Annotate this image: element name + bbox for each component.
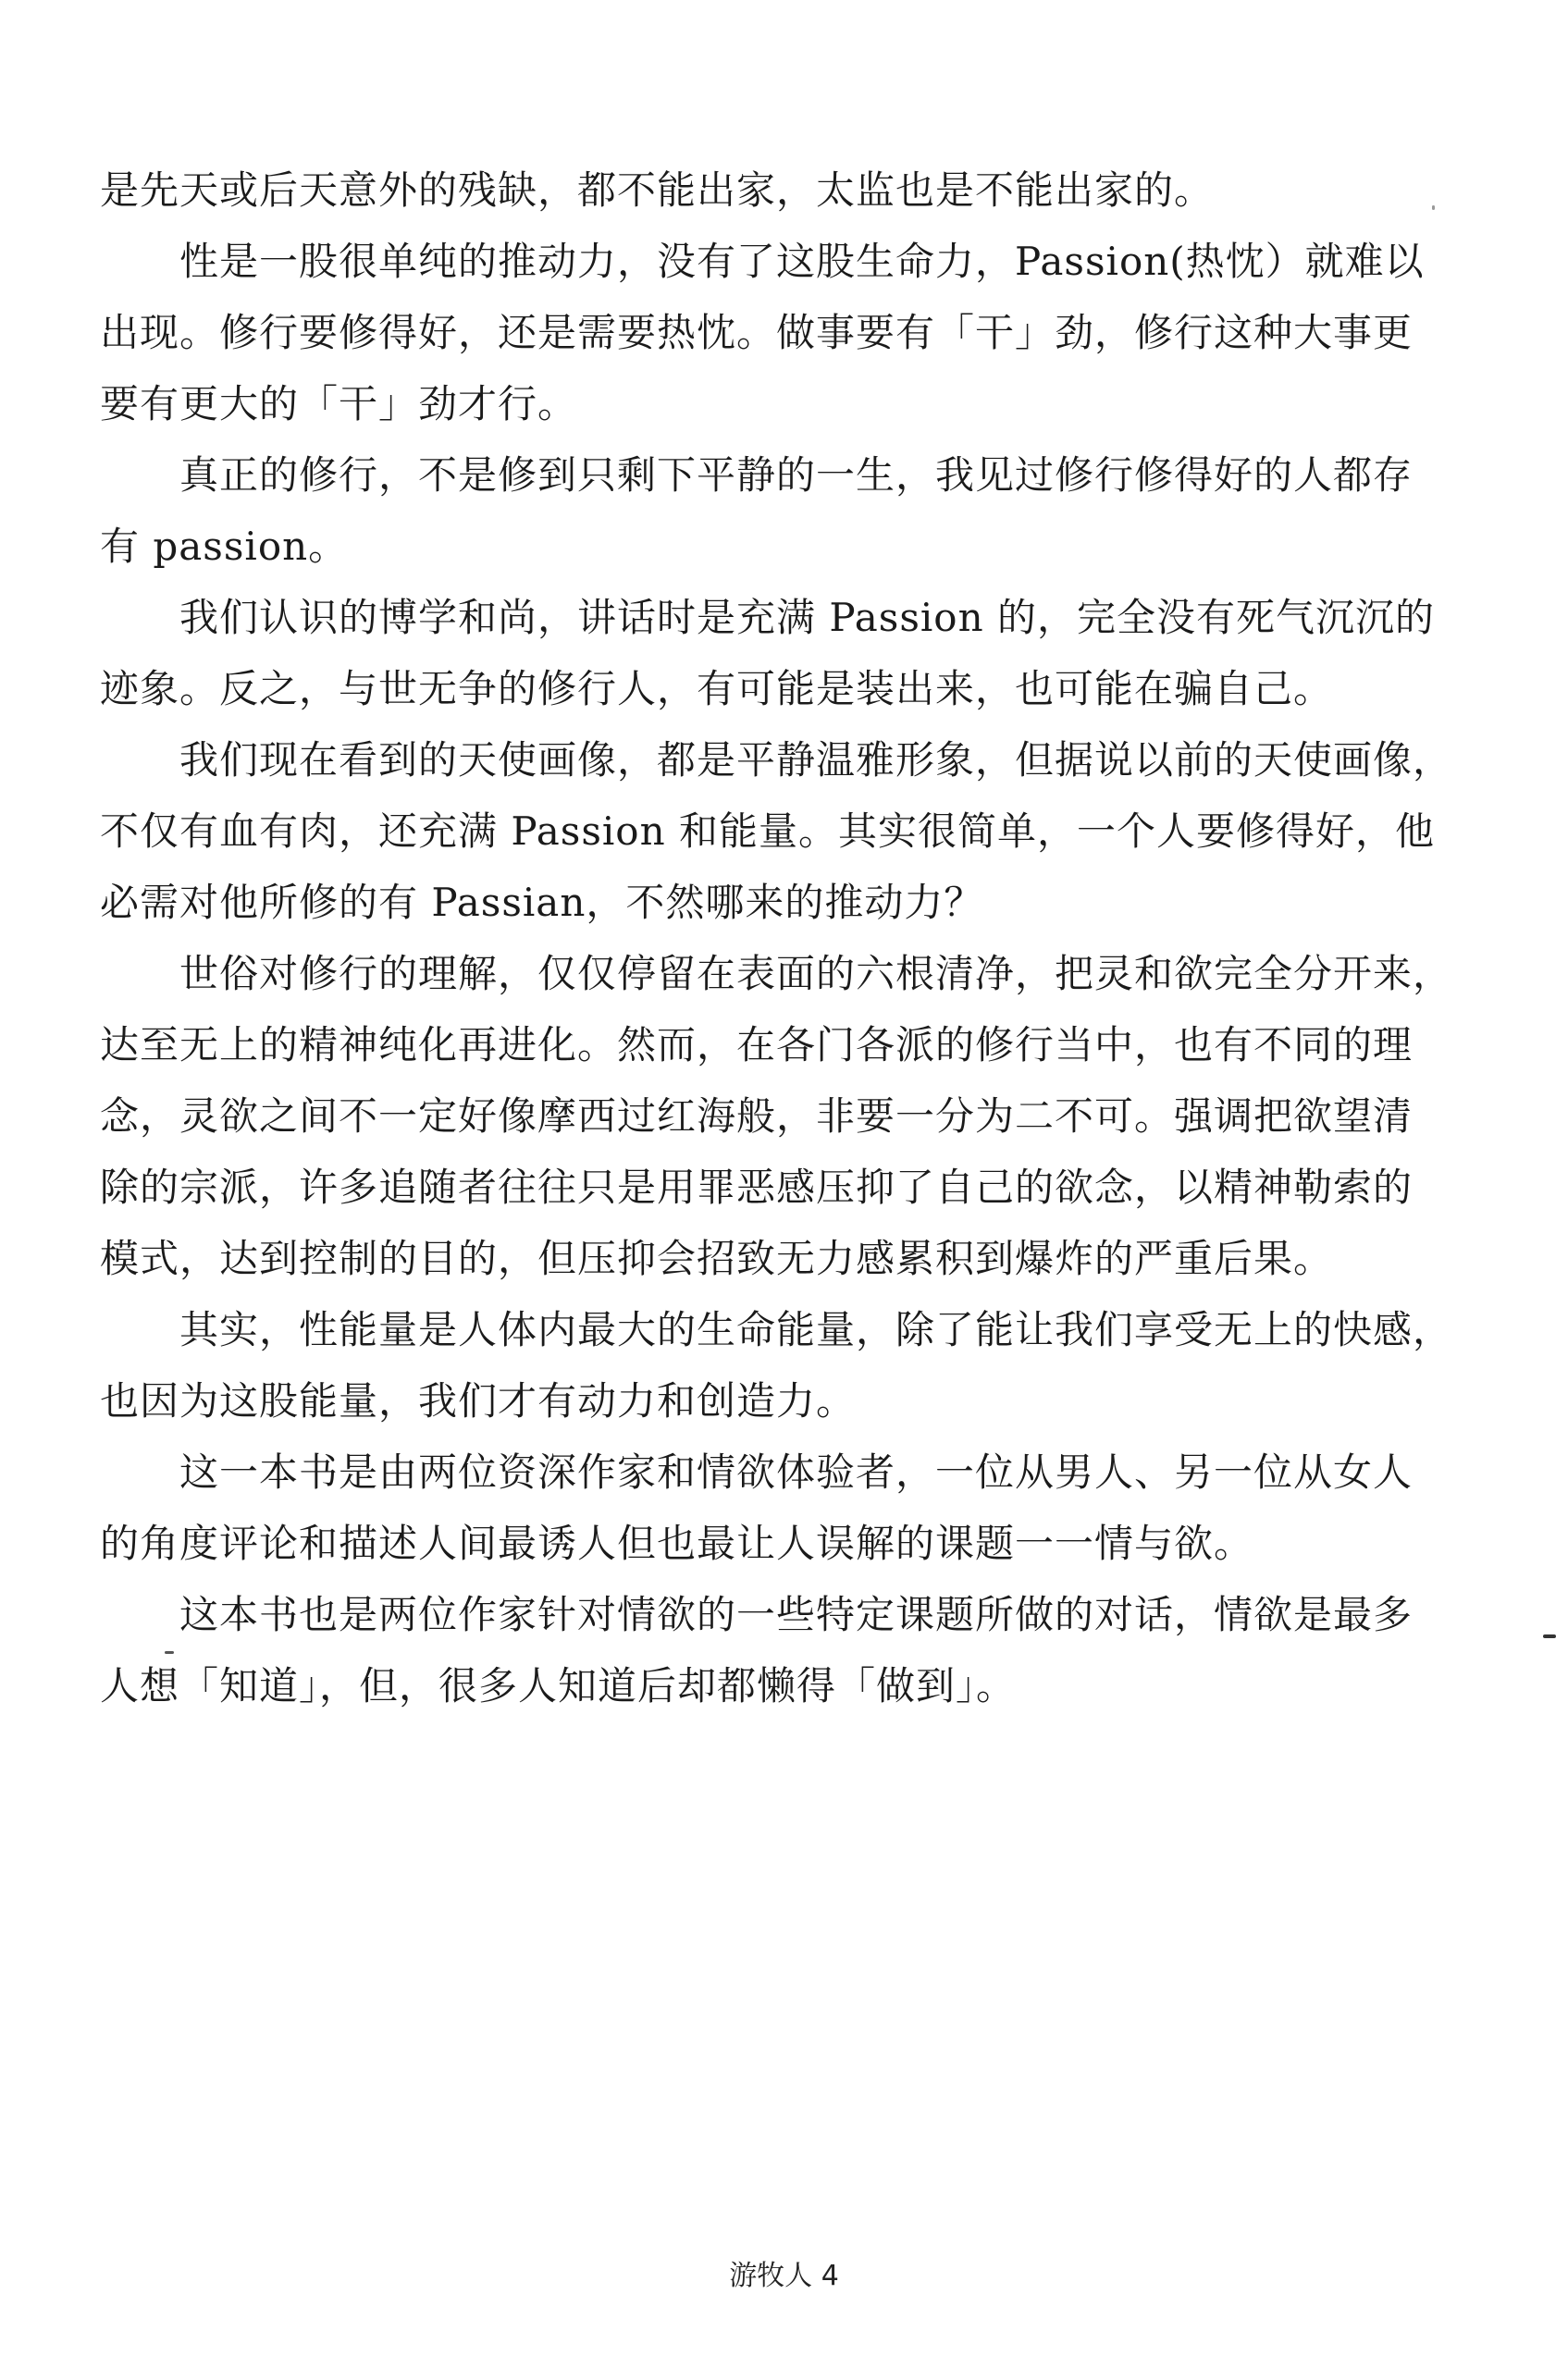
text-line: 模式，达到控制的目的，但压抑会招致无力感累积到爆炸的严重后果。 — [100, 1236, 1334, 1281]
text-line: 必需对他所修的有 Passian，不然哪来的推动力？ — [100, 880, 984, 925]
text-line: 迹象。反之，与世无争的修行人，有可能是装出来，也可能在骗自己。 — [100, 666, 1334, 711]
scan-speck-decoration — [165, 1651, 174, 1654]
text-line: 也因为这股能量，我们才有动力和创造力。 — [100, 1378, 857, 1424]
scan-speck-decoration — [1432, 205, 1435, 210]
text-line: 我们认识的博学和尚，讲话时是充满 Passion 的，完全没有死气沉沉的 — [179, 595, 1435, 640]
text-line: 性是一股很单纯的推动力，没有了这股生命力，Passion(热忱）就难以 — [179, 239, 1425, 284]
text-line: 达至无上的精神纯化再进化。然而，在各门各派的修行当中，也有不同的理 — [100, 1022, 1414, 1067]
paragraph — [100, 236, 1425, 450]
text-line: 其实，性能量是人体内最大的生命能量，除了能让我们享受无上的快感， — [179, 1307, 1453, 1352]
paragraph — [100, 165, 1390, 236]
text-line: 要有更大的「干」劲才行。 — [100, 381, 578, 426]
text-line: 的角度评论和描述人间最诱人但也最让人误解的课题一一情与欲。 — [100, 1521, 1254, 1566]
text-line: 世俗对修行的理解，仅仅停留在表面的六根清净，把灵和欲完全分开来， — [179, 951, 1453, 996]
text-line: 是先天或后天意外的残缺，都不能出家，太监也是不能出家的。 — [100, 167, 1215, 213]
text-line: 念，灵欲之间不一定好像摩西过红海般，非要一分为二不可。强调把欲望清 — [100, 1093, 1414, 1139]
text-line: 人想「知道」，但，很多人知道后却都懒得「做到」。 — [100, 1663, 1017, 1708]
text-line: 有 passion。 — [100, 524, 349, 569]
paragraph — [100, 948, 1453, 1304]
text-line: 这本书也是两位作家针对情欲的一些特定课题所做的对话，情欲是最多 — [179, 1592, 1414, 1637]
text-line: 出现。修行要修得好，还是需要热忱。做事要有「干」劲，修行这种大事更 — [100, 310, 1414, 355]
document-page — [100, 165, 1453, 1732]
text-line: 不仅有血有肉，还充满 Passion 和能量。其实很简单，一个人要修得好，他 — [100, 808, 1435, 854]
paragraph — [100, 450, 1414, 592]
paragraph — [100, 734, 1453, 948]
text-line: 这一本书是由两位资深作家和情欲体验者，一位从男人、另一位从女人 — [179, 1449, 1414, 1495]
text-line: 我们现在看到的天使画像，都是平静温雅形象，但据说以前的天使画像， — [179, 737, 1453, 783]
paragraph — [100, 1447, 1414, 1589]
paragraph — [100, 592, 1435, 734]
scan-speck-decoration — [1543, 1634, 1556, 1638]
text-line: 除的宗派，许多追随者往往只是用罪恶感压抑了自己的欲念，以精神勒索的 — [100, 1165, 1414, 1210]
text-line: 真正的修行，不是修到只剩下平静的一生，我见过修行修得好的人都存 — [179, 452, 1414, 498]
paragraph — [100, 1304, 1453, 1447]
paragraph — [100, 1589, 1414, 1732]
page-footer: 游牧人 4 — [729, 2260, 839, 2292]
